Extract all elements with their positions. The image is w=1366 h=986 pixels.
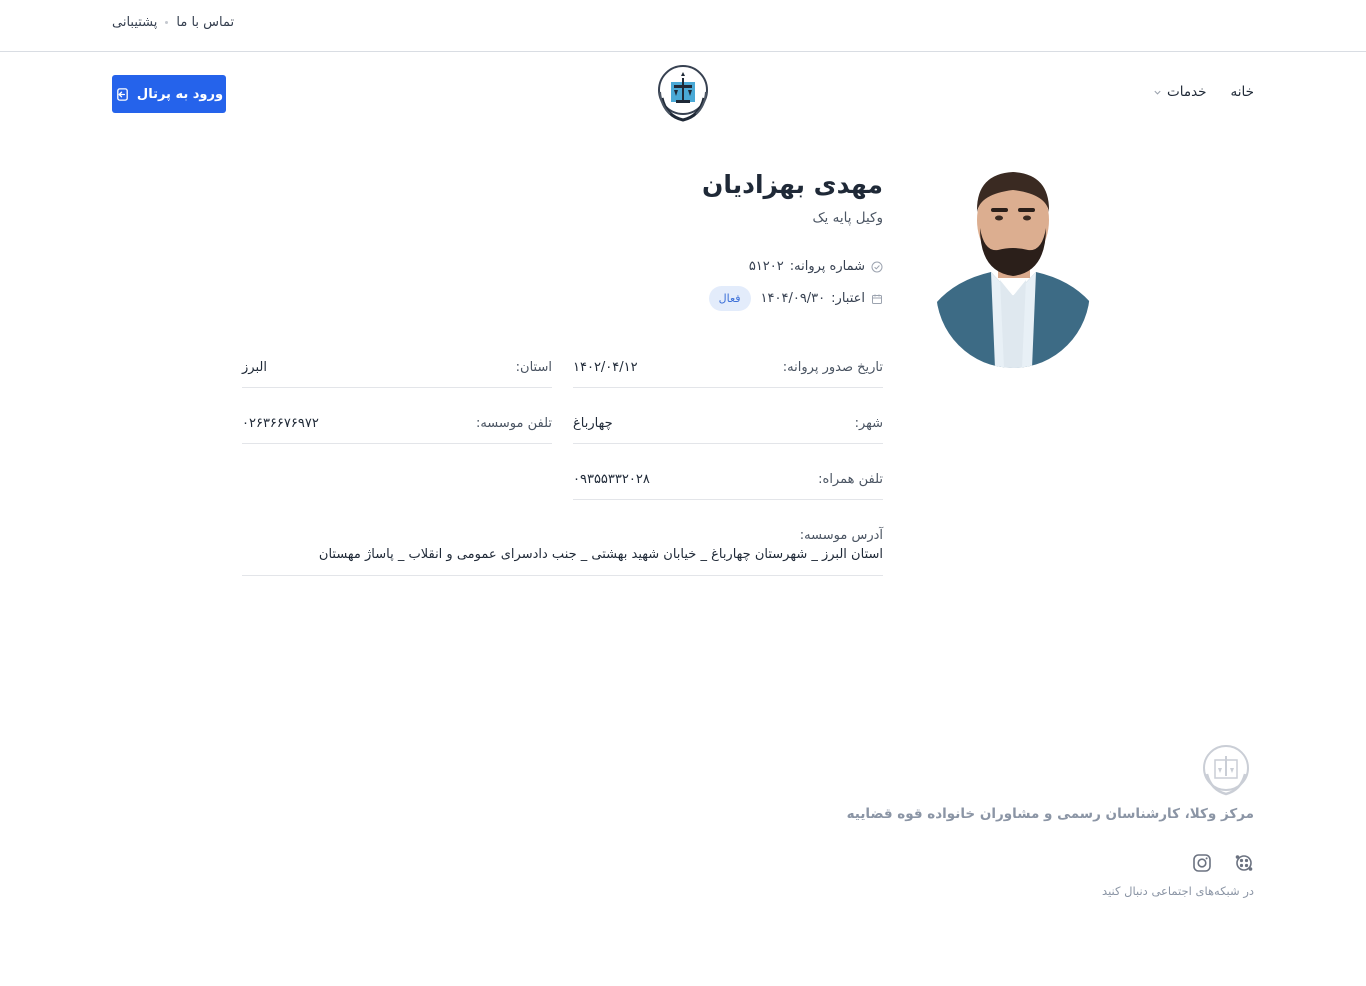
top-utility-bar	[0, 0, 1366, 52]
instagram-icon	[1192, 853, 1212, 873]
mobile-label: تلفن همراه:	[818, 472, 883, 487]
issue-date-value: ۱۴۰۲/۰۴/۱۲	[573, 360, 638, 375]
issue-date-field	[573, 360, 883, 388]
contact-us-link[interactable]: تماس با ما	[176, 15, 235, 30]
nav-home[interactable]	[1231, 84, 1254, 100]
follow-text: در شبکه‌های اجتماعی دنبال کنید	[1102, 884, 1254, 898]
nav-services-label: خدمات	[1167, 84, 1207, 100]
instagram-link[interactable]	[1192, 853, 1212, 873]
judiciary-logo-icon[interactable]	[652, 62, 714, 124]
main-header	[0, 52, 1366, 136]
lawyer-title: وکیل پایه یک	[812, 210, 883, 226]
lawyer-name: مهدی بهزادیان	[702, 170, 883, 199]
nav-home-label: خانه	[1230, 84, 1254, 100]
utility-links	[112, 15, 234, 30]
city-label: شهر:	[854, 416, 883, 431]
chevron-down-icon	[1153, 88, 1162, 97]
validity-row	[709, 286, 883, 311]
social-links	[1192, 853, 1254, 873]
footer-logo-icon	[1198, 742, 1254, 798]
support-link[interactable]: پشتیبانی	[112, 15, 158, 30]
login-icon	[115, 87, 130, 102]
address-label: آدرس موسسه:	[799, 528, 883, 543]
province-value: البرز	[242, 360, 267, 375]
validity-date: ۱۴۰۴/۰۹/۳۰	[760, 291, 826, 306]
office-phone-value: ۰۲۶۳۶۶۷۶۹۷۲	[242, 416, 319, 431]
validity-label: اعتبار:	[831, 291, 865, 306]
office-phone-label: تلفن موسسه:	[475, 416, 552, 431]
separator-dot	[165, 21, 168, 24]
mobile-field	[573, 472, 883, 500]
aparat-link[interactable]	[1234, 853, 1254, 873]
license-label: شماره پروانه:	[789, 259, 865, 274]
address-value: استان البرز _ شهرستان چهارباغ _ خیابان شهید بهشتی _ جنب دادسرای عمومی و انقلاب _ پاساژ مهستان	[318, 547, 883, 562]
province-label: استان:	[515, 360, 552, 375]
province-field	[242, 360, 552, 388]
city-field	[573, 416, 883, 444]
lawyer-photo	[936, 168, 1091, 368]
status-badge: فعال	[709, 286, 751, 311]
license-number: ۵۱۲۰۲	[748, 259, 784, 274]
aparat-icon	[1234, 853, 1254, 873]
issue-date-label: تاریخ صدور پروانه:	[782, 360, 883, 375]
nav-services[interactable]	[1153, 84, 1207, 100]
mobile-value: ۰۹۳۵۵۳۳۲۰۲۸	[573, 472, 650, 487]
portal-login-label: ورود به پرتال	[136, 86, 224, 102]
address-field	[242, 528, 883, 576]
office-phone-field	[242, 416, 552, 444]
license-row	[749, 259, 883, 274]
city-value: چهارباغ	[573, 416, 613, 431]
portal-login-button[interactable]	[112, 75, 226, 113]
lawyer-portrait-icon	[936, 168, 1091, 368]
footer-title: مرکز وکلا، کارشناسان رسمی و مشاوران خانواده قوه قضاییه	[846, 806, 1254, 822]
main-nav	[1153, 84, 1254, 100]
calendar-icon	[871, 293, 883, 305]
check-circle-icon	[871, 261, 883, 273]
